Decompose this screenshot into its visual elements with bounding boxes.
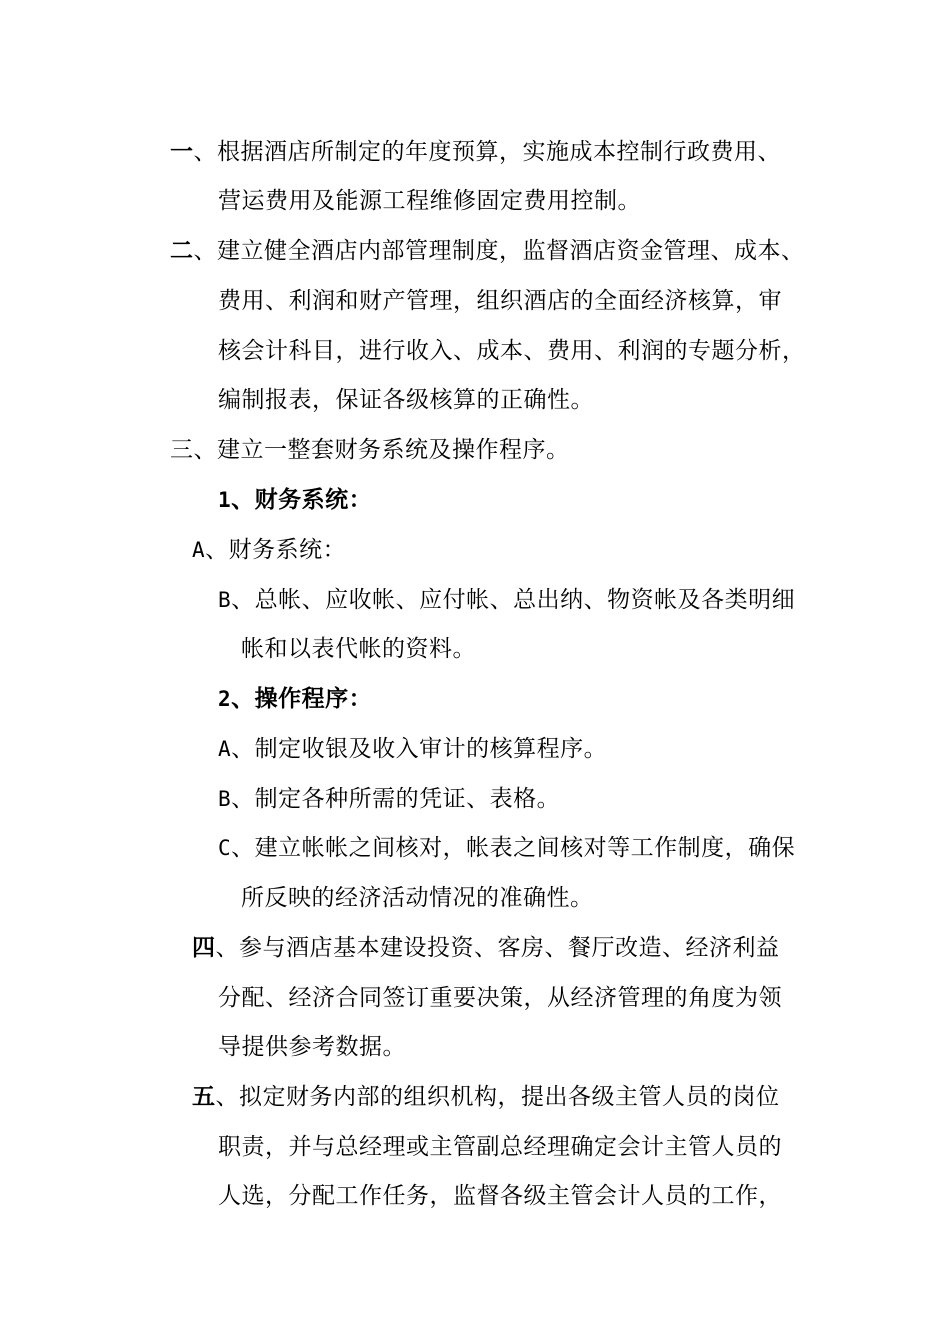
subsection-2-title: 、操作程序： xyxy=(231,685,373,712)
subsection-2-item-c-cont: 所反映的经济活动情况的准确性。 xyxy=(241,885,594,911)
section-4-line-3: 导提供参考数据。 xyxy=(218,1034,406,1060)
subsection-2-number: 2 xyxy=(218,687,232,711)
section-4-line-1 xyxy=(192,933,780,963)
subsection-1-item-b-cont: 帐和以表代帐的资料。 xyxy=(241,636,476,662)
section-2-line-3: 核会计科目，进行收入、成本、费用、利润的专题分析， xyxy=(218,338,806,364)
subsection-2-item-a xyxy=(218,734,607,764)
subsection-1-item-b xyxy=(218,585,795,615)
section-3-text: 、建立一整套财务系统及操作程序。 xyxy=(193,437,570,463)
item-text: 、总帐、应收帐、应付帐、总出纳、物资帐及各类明细 xyxy=(231,587,796,613)
section-5-line-1 xyxy=(192,1082,780,1112)
section-5-line-2: 职责，并与总经理或主管副总经理确定会计主管人员的 xyxy=(218,1134,782,1160)
section-1-text: 、根据酒店所制定的年度预算，实施成本控制行政费用、 xyxy=(193,139,781,165)
section-5-number: 五 xyxy=(192,1083,216,1110)
item-label: A xyxy=(218,737,232,761)
subsection-1-title: 、财务系统： xyxy=(231,486,373,513)
subsection-1-heading xyxy=(218,485,372,515)
section-2-line-1 xyxy=(170,236,805,266)
section-1-number: 一 xyxy=(170,138,194,165)
section-1-line-1 xyxy=(170,137,781,167)
section-3-number: 三 xyxy=(170,437,194,463)
section-2-number: 二 xyxy=(170,237,194,264)
section-5-text: 、拟定财务内部的组织机构，提出各级主管人员的岗位 xyxy=(215,1084,780,1110)
subsection-2-heading xyxy=(218,684,372,714)
item-label: B xyxy=(218,588,232,612)
section-4-line-2: 分配、经济合同签订重要决策，从经济管理的角度为领 xyxy=(218,985,782,1011)
section-4-number: 四 xyxy=(192,934,216,961)
item-label: C xyxy=(218,836,232,860)
section-4-text: 、参与酒店基本建设投资、客房、餐厅改造、经济利益 xyxy=(215,935,780,961)
item-text: 、建立帐帐之间核对，帐表之间核对等工作制度，确保 xyxy=(231,835,796,861)
item-text: 、制定收银及收入审计的核算程序。 xyxy=(231,736,608,762)
item-label: B xyxy=(218,787,232,811)
subsection-1-item-a xyxy=(192,535,346,565)
item-label: A xyxy=(192,538,206,562)
section-2-line-2: 费用、利润和财产管理，组织酒店的全面经济核算，审 xyxy=(218,288,782,314)
subsection-2-item-b xyxy=(218,784,560,814)
subsection-1-number: 1 xyxy=(218,488,232,512)
item-text: 、财务系统： xyxy=(205,537,347,563)
subsection-2-item-c xyxy=(218,833,795,863)
section-2-text: 、建立健全酒店内部管理制度，监督酒店资金管理、成本、 xyxy=(193,238,805,264)
item-text: 、制定各种所需的凭证、表格。 xyxy=(231,786,561,812)
section-2-line-4: 编制报表，保证各级核算的正确性。 xyxy=(218,387,594,413)
section-3-line-1 xyxy=(170,435,570,465)
section-5-line-3: 人选，分配工作任务，监督各级主管会计人员的工作， xyxy=(218,1183,782,1209)
section-1-line-2: 营运费用及能源工程维修固定费用控制。 xyxy=(218,188,641,214)
